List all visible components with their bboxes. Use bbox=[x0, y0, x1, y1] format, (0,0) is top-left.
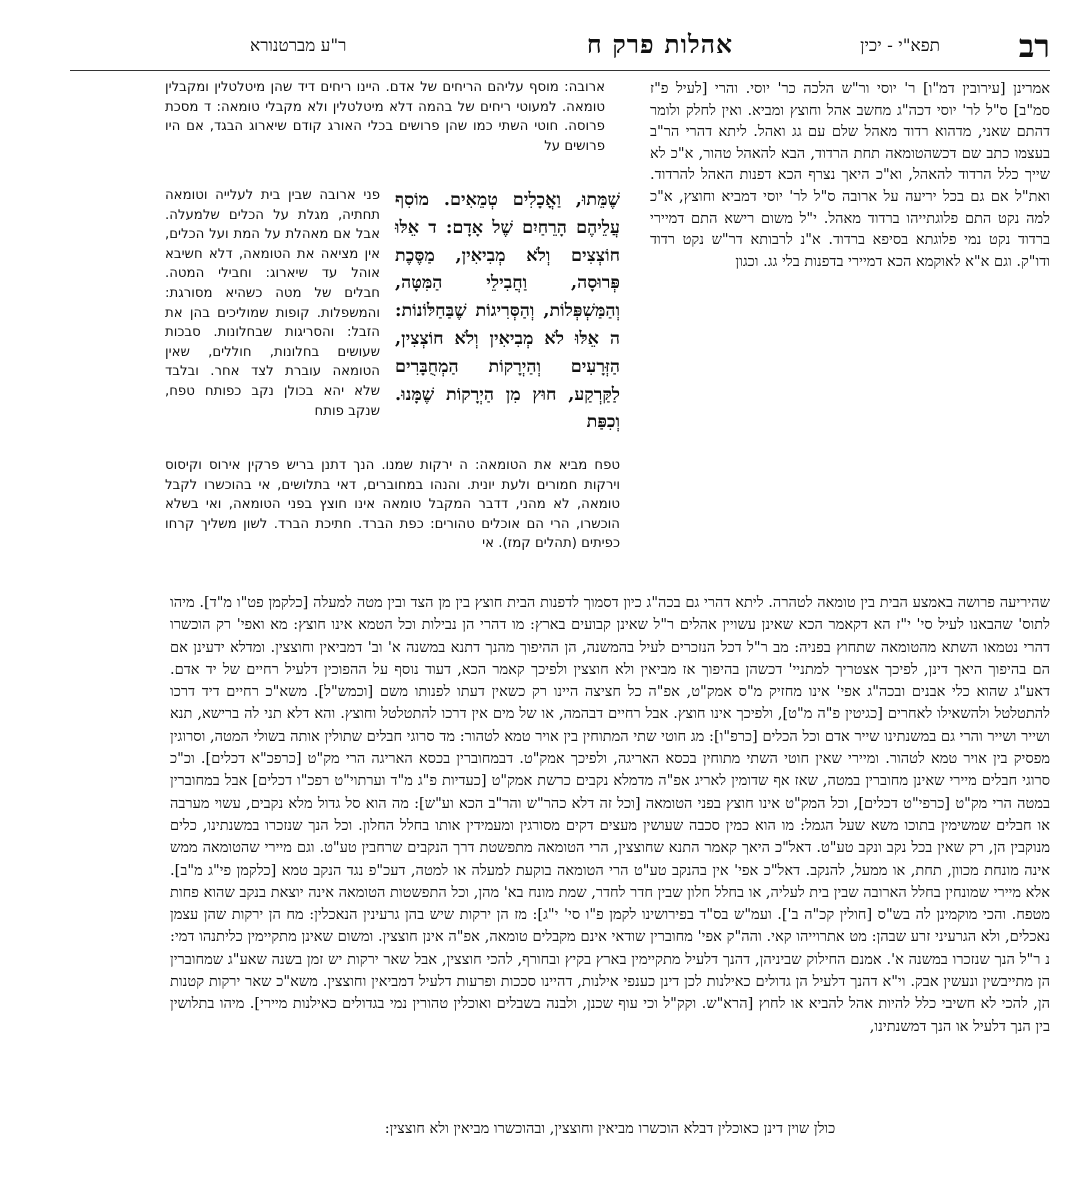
header-tractate-title: אהלות פרק ח bbox=[586, 30, 734, 59]
tiferet-yisrael-block bbox=[170, 592, 1050, 1038]
mishnah-text: שֶׁמֵּתוּ, וַאֳכָלִים טְמֵאִים. מוֹסִף עֲלֵיהֶם הָרֵחַיִם שֶׁל אָדָם: ד אֵלּוּ חוֹצְצִים וְלֹא מְבִיאִין, מַסֶּכֶת פְּרוּסָה, וַחֲבִילֵי הַמִּטָּה, וְהַמַּשְׁפְּלוֹת, וְהַסְּרִיגוֹת שֶׁבַּחַלּוֹנוֹת: ה אֵלּוּ לֹא מְבִיאִין וְלֹא חוֹצְצִין, הַזְּרָעִים וְהַיְרָקוֹת הַמְחֻבָּרִים לַקַּרְקַע, חוּץ מִן הַיְרָקוֹת שֶׁמָּנוּ. וְכִפַּת bbox=[395, 189, 620, 433]
header-commentary-name: ר"ע מברטנורא bbox=[250, 36, 347, 56]
mishnah-text-block bbox=[395, 186, 620, 436]
header-rule bbox=[70, 70, 1050, 71]
header-commentary-range: תפא"י - יכין bbox=[860, 36, 940, 56]
page-number: רב bbox=[1018, 27, 1050, 65]
bartenura-below-text: טפח מביא את הטומאה: ה ירקות שמנו. הנך דתנן בריש פרקין אירוס וקיסוס וירקות חמורים ולעת יונית. והנהו במחוברים, דאי בתלושים, אי בהוכשרו לקבל טומאה, לא מהני, דדבר המקבל טומאה אינו חוצץ בפני הטומאה, ואי בשלא הוכשרו, הרי הם אוכלים טהורים: כפת הברד. חתיכת הברד. לשון משליך קרחו כפיתים (תהלים קמז). אי bbox=[165, 458, 620, 552]
bartenura-top-block bbox=[165, 78, 605, 156]
tiferet-yisrael-paragraph: שהיריעה פרושה באמצע הבית בין טומאה לטהרה. ליתא דהרי גם בכה"ג כיון דסמוך לדפנות הבית חוצץ בין מן הצד ובין מטה למעלה [כלקמן פט"ו מ"ד]. מיהו לתוס' שהבאנו לעיל סי' י"ז הא דקאמר הכא שאינן עשויין אהלים ר"ל שאינן קבועים בארץ: מו דהרי הן נבילות וכל הטמא אינו חוצץ: מא ואפי' רק הוכשרו דהרי נטמאו השתא מהטומאה שתחוץ בפניה: מב ר"ל דכל הנזכרים לעיל בהמשנה, הן ההיפוך מהנך דתנא במשנה א' וב' דמביאין וחוצצין. ומדלא ידעינן אם הם בהיפוך היאך דינן, לפיכך אצטריך למתניי' דכשהן בהיפוך אז מביאין ולא חוצצין ולפיכך קאמר הכא, דעוד נוסף על ההפוכין דלעיל רחיים של יד אדם. דאע"ג שהוא כלי אבנים ובכה"ג אפי' אינו מחזיק מ"ס אמק"ט, אפ"ה כל חציצה היינו רק כשאין דעתו לפנותו משם [וכמש"ל]. משא"כ רחיים דיד דרכו להתטלטל ולהשאילו לאחרים [כגיטין פ"ה מ"ט], ולפיכך אינו חוצץ. אבל רחיים דבהמה, או של מים אין דרכו להתטלטל וחוצץ. והא דלא תני לה ברישא, תנא ושייר ושייר והרי גם במשנתינו שייר אדם וכל הכלים [כרפ"ו]: מג חוטי שתי המתוחין בין אויר טמא לטהור: מד סרוגי חבלים שתולין אותה בשולי המטה, וסרוגין מפסיק בין אויר טמא לטהור. ומיירי שאין חוטי השתי מתוחין בכסא האריגה, ולפיכך אמק"ט. דבמחוברין בכסא האריגה הרי מק"ט [כרפכ"א דכלים]. וכ"כ סרוגי חבלים מיירי שאינן מחוברין במטה, שאז אף שדומין לאריג אפ"ה מדמלא נקבים כרשת אמק"ט [כעדיות פ"ג מ"ד וערתוי"ט רפכ"ו דכלים] אבל במחוברין במטה הרי מק"ט [כרפי"ט דכלים], וכל המק"ט אינו חוצץ בפני הטומאה [וכל זה דלא כהר"ש והר"ב הכא וע"ש]: מה הוא סל גדול מלא נקבים, עשוי מערבה או חבלים שמשימין בתוכו משא שעל הגמל: מו הוא כמין סכבה שעושין מעצים דקים מסורגין ומעמידין אותו בחלל החלון. וכל הנך שנזכרו במשנתינו, כלים מנוקבין הן, רק שאין בכל נקב ונקב טע"ט. דאל"כ היאך קאמר התנא שחוצצין, הרי הטומאה מתפשטת דרך הנקבים שרחבין טע"ט. וגם מיירי שהטומאה ממש אינה מונחת מכוון, תחת, או ממעל, להנקב. דאל"כ אפי' אין בהנקב טע"ט הרי הטומאה בוקעת למעלה או למטה, דעכ"פ נגד הנקב טמא [כלקמן פי"ג מ"ב]. אלא מיירי שמונחין בחלל הארובה שבין בית לעליה, או בחלל חלון שבין חדר לחדר, שמת מונח בא' מהן, וכל התפשטות הטומאה אינה יוצאת בנקב שהוא פחות מטפח. והכי מוקמינן לה בש"ס [חולין קכ"ה ב']. ועמ"ש בס"ד בפירושינו לקמן פ"ו סי' י"ג]: מז הן ירקות שיש בהן גרעינין הנאכלין: מח הן ירקות שהן עצמן נאכלים, ולא הגרעיני זרע שבהן: מט אתרוייהו קאי. והה"ק אפי' מחוברין שודאי אינם מקבלים טומאה, אפ"ה אינן חוצצין. ומשום שאינן מתקיימין כליתנהו דמי: נ ר"ל הנך שנזכרו במשנה א'. אמנם החילוק שביניהן, דהנך דלעיל מתקיימין בארץ בקיץ ובחורף, להכי חוצצין, אבל שאר ירקות יש זמן בשנה שאע"ג שמחוברין הן מתייבשין ונעשין אבק. וי"א דהנך דלעיל הן גדולים כאילנות לכן דינן כענפי אילנות, דהיינו סככות ופרעות דלעיל דמביאין וחוצצין. משא"כ שאר ירקות קטנות הן, להכי לא חשיבי כלל להיות אהל להביא או לחוץ [הרא"ש. וקק"ל וכי עוף שכנן, ולבנה בשבלים ואוכלין טהורין נמי בגדולים כאילנות מיירי]. מיהו בתלושין בין הנך דלעיל או הנך דמשנתינו, bbox=[170, 594, 1050, 1035]
right-commentary-text: אמרינן [עירובין דמ"ו] ר' יוסי ור"ש הלכה כר' יוסי. והרי [לעיל פ"ז סמ"ב] ס"ל לר' יוסי דכה"ג מחשב אהל וחוצץ ומביא. ואין לחלק ולומר דהתם שאני, מדהוא רדוד מאהל שלם עם גג ואהל. ליתא דהרי הר"ב בעצמו כתב שם דכשהטומאה תחת הרדוד, הבא להאהל טהור, א"כ לא שייך כלל הרדוד להאהל, וא"כ היאך נצרף הכא דפנות האהל להרדוד. ואת"ל אם גם בכל יריעה על ארובה ס"ל לר' יוסי דמביא וחוצץ, א"כ למה נקט התם פלוגתייהו ברדוד מאהל. י"ל משום רישא התם דמיירי ברדוד נקט נמי פלוגתא בסיפא ברדוד. א"נ לרבותא דר"ש נקט רדוד ודו"ק. וגם א"א לאוקמא הכא דמיירי בדפנות בלי גג. וכגון bbox=[650, 80, 1050, 270]
bartenura-below-block bbox=[165, 456, 620, 554]
bartenura-top-text: ארובה: מוסף עליהם הריחים של אדם. היינו ריחים דיד שהן מיטלטלין ומקבלין טומאה. למעוטי ריחים של בהמה דלא מיטלטלין ולא מקבלי טומאה: ד מסכת פרוסה. חוטי השתי כמו שהן פרושים בכלי האורג קודם שיארוג הבגד, אם היו פרושים על bbox=[165, 80, 605, 154]
closing-line-text: כולן שוין דינן כאוכלין דבלא הוכשרו מביאין וחוצצין, ובהוכשרו מביאין ולא חוצצין: bbox=[384, 1120, 836, 1137]
bartenura-side-text: פני ארובה שבין בית לעלייה וטומאה תחתיה, מגלת על הכלים שלמעלה. אבל אם מאהלת על המת ועל הכלים, אין מציאה את הטומאה, דלא חשיבא אוהל עד שיארוג: וחבילי המטה. חבלים של מטה כשהיא מסורגת: והמשפלות. קופות שמוליכים בהן את הזבל: והסריגות שבחלונות. סבכות שעושים בחלונות, חוללים, שאין הטומאה עוברת לצד אחר. ובלבד שלא יהא בכולן נקב כפותח טפח, שנקב פותח bbox=[165, 188, 380, 419]
bartenura-side-block bbox=[165, 186, 380, 421]
closing-line bbox=[170, 1118, 1050, 1140]
right-commentary-column bbox=[650, 78, 1050, 272]
running-header bbox=[250, 28, 1050, 68]
